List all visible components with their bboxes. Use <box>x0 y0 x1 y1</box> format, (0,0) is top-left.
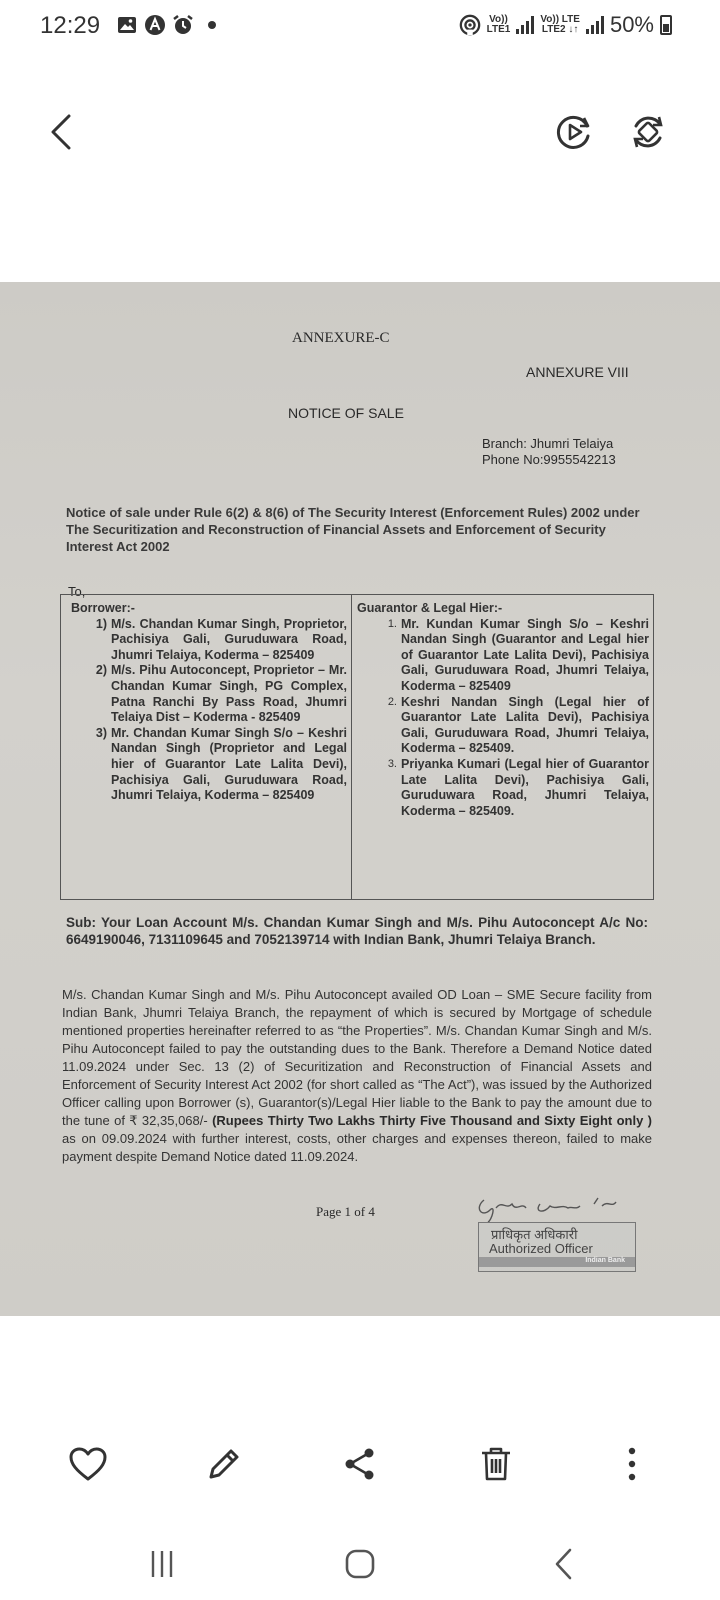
page-number: Page 1 of 4 <box>316 1204 375 1219</box>
annexure-viii-heading: ANNEXURE VIII <box>526 364 629 380</box>
gallery-icon <box>116 14 138 36</box>
borrower-column <box>71 601 347 804</box>
borrower-number: 1) <box>95 616 107 631</box>
top-app-bar <box>0 100 720 170</box>
more-vertical-icon[interactable] <box>608 1440 656 1488</box>
body-text: M/s. Chandan Kumar Singh and M/s. Pihu Autoconcept availed OD Loan – SME Secure facility from Indian Bank, Jhumri Telaiya Branch, the repayment of which is secured by Mortgage of schedule mentioned properties hereinafter referred to as “the Properties”. M/s. Chandan Kumar Singh and M/s. Pihu Autoconcept failed to pay the outstanding dues to the Bank. Therefore a Demand Notice dated 11.09.2024 under Sec. 13 (2) of Securitization and Reconstruction of Financial Assets and Enforcement of Security Interest Act 2002 (for short called as “The Act”), was issued by the Authorized Officer calling upon Borrower (s), Guarantor(s)/Legal Hier liable to the Bank to pay the amount due to the tune of ₹ 32,35,068/- <box>62 987 652 1128</box>
notice-title: NOTICE OF SALE <box>288 405 404 421</box>
table-divider <box>351 595 352 899</box>
guarantor-entry <box>357 695 649 757</box>
document-page <box>0 282 720 1316</box>
borrower-entry <box>71 663 347 725</box>
branch-name: Branch: Jhumri Telaiya <box>482 436 614 451</box>
battery-icon <box>660 15 672 35</box>
nav-back-icon[interactable] <box>540 1540 588 1588</box>
guarantor-entry <box>357 757 649 819</box>
network-sim1 <box>487 15 511 35</box>
borrower-heading: Borrower:- <box>71 601 135 615</box>
signal-bars-1-icon <box>516 16 534 34</box>
authorized-officer-stamp <box>478 1222 636 1272</box>
sim2-volte: Vo)) LTE <box>540 14 580 25</box>
guarantor-text: Priyanka Kumari (Legal hier of Guarantor Late Lalita Devi), Pachisiya Gali, Guruduwara Road, Jhumri Telaiya, Koderma – 825409. <box>401 756 649 818</box>
trash-icon[interactable] <box>472 1440 520 1488</box>
recents-icon[interactable] <box>138 1540 186 1588</box>
borrower-number: 2) <box>95 663 107 678</box>
stamp-bank-text: Indian Bank <box>585 1257 625 1264</box>
play-remaster-icon[interactable] <box>550 108 598 156</box>
battery-percent: 50% <box>609 12 654 37</box>
guarantor-number: 3. <box>387 757 397 770</box>
amount-in-words: (Rupees Thirty Two Lakhs Thirty Five Thousand and Sixty Eight only ) <box>207 1113 652 1128</box>
heart-icon[interactable] <box>64 1440 112 1488</box>
network-sim2 <box>540 15 580 35</box>
signature-image <box>470 1190 640 1224</box>
guarantor-text: Keshri Nandan Singh (Legal hier of Guarantor Late Lalita Devi), Pachisiya Gali, Guruduwara Road, Jhumri Telaiya, Koderma – 825409. <box>401 694 649 756</box>
guarantor-entry <box>357 617 649 695</box>
document-photo[interactable] <box>0 282 720 1316</box>
back-arrow-icon[interactable] <box>38 108 86 156</box>
borrower-text: M/s. Pihu Autoconcept, Proprietor – Mr. Chandan Kumar Singh, PG Complex, Patna Ranchi By Pass Road, Jhumri Telaiya Dist – Koderma - 825409 <box>111 663 347 725</box>
annexure-c-heading: ANNEXURE-C <box>292 330 390 346</box>
borrower-text: M/s. Chandan Kumar Singh, Proprietor, Pachisiya Gali, Guruduwara Road, Jhumri Telaiya, Koderma – 825409 <box>111 616 347 662</box>
body-text-end: as on 09.09.2024 with further interest, costs, other charges and expenses thereon, failed to make payment despite Demand Notice dated 11.09.2024. <box>62 1131 652 1164</box>
guarantor-number: 2. <box>387 695 397 708</box>
pencil-icon[interactable] <box>200 1440 248 1488</box>
branch-phone: Phone No:9955542213 <box>482 452 616 467</box>
signal-bars-2-icon <box>586 16 604 34</box>
hotspot-icon <box>459 14 481 36</box>
bottom-action-bar <box>0 1434 720 1494</box>
status-bar <box>0 0 720 56</box>
notice-body <box>62 986 652 1166</box>
borrower-entry <box>71 726 347 804</box>
sim1-label: LTE1 <box>486 24 511 35</box>
rotate-icon[interactable] <box>624 108 672 156</box>
status-time: 12:29 <box>40 12 101 39</box>
home-icon[interactable] <box>336 1540 384 1588</box>
a-icon <box>144 14 166 36</box>
guarantor-text: Mr. Kundan Kumar Singh S/o – Keshri Nandan Singh (Guarantor and Legal hier of Guarantor Late Lalita Devi), Pachisiya Gali, Guruduwara Road, Jhumri Telaiya, Koderma – 825409 <box>401 616 649 693</box>
branch-info <box>482 436 662 468</box>
alarm-icon <box>172 14 194 36</box>
borrower-text: Mr. Chandan Kumar Singh S/o – Keshri Nandan Singh (Proprietor and Legal hier of Guarantor Late Lalita Devi), Pachisiya Gali, Guruduwara Road, Jhumri Telaiya, Koderma – 825409 <box>111 725 347 803</box>
share-icon[interactable] <box>336 1440 384 1488</box>
borrower-entry <box>71 617 347 664</box>
guarantor-column <box>357 601 649 819</box>
sim1-volte: Vo)) <box>489 14 508 25</box>
notice-intro: Notice of sale under Rule 6(2) & 8(6) of The Security Interest (Enforcement Rules) 2002 under The Securitization and Reconstruction of Financial Assets and Enforcement of Security Interest Act 2002 <box>66 505 640 554</box>
guarantor-number: 1. <box>387 617 397 630</box>
parties-table <box>60 594 654 900</box>
borrower-number: 3) <box>95 725 107 740</box>
stamp-hindi-text: प्राधिकृत अधिकारी <box>491 1227 578 1242</box>
system-nav-bar <box>0 1540 720 1600</box>
stamp-english-text: Authorized Officer <box>489 1241 593 1256</box>
guarantor-heading: Guarantor & Legal Hier:- <box>357 601 503 615</box>
notification-icons <box>116 14 216 36</box>
notification-dot-icon <box>208 21 216 29</box>
status-right <box>459 12 672 38</box>
to-label: To, <box>68 584 86 599</box>
sim2-label: LTE2 ↓↑ <box>541 24 579 35</box>
subject-line: Sub: Your Loan Account M/s. Chandan Kumar Singh and M/s. Pihu Autoconcept A/c No: 6649190046, 7131109645 and 7052139714 with Indian Bank, Jhumri Telaiya Branch. <box>66 915 648 947</box>
